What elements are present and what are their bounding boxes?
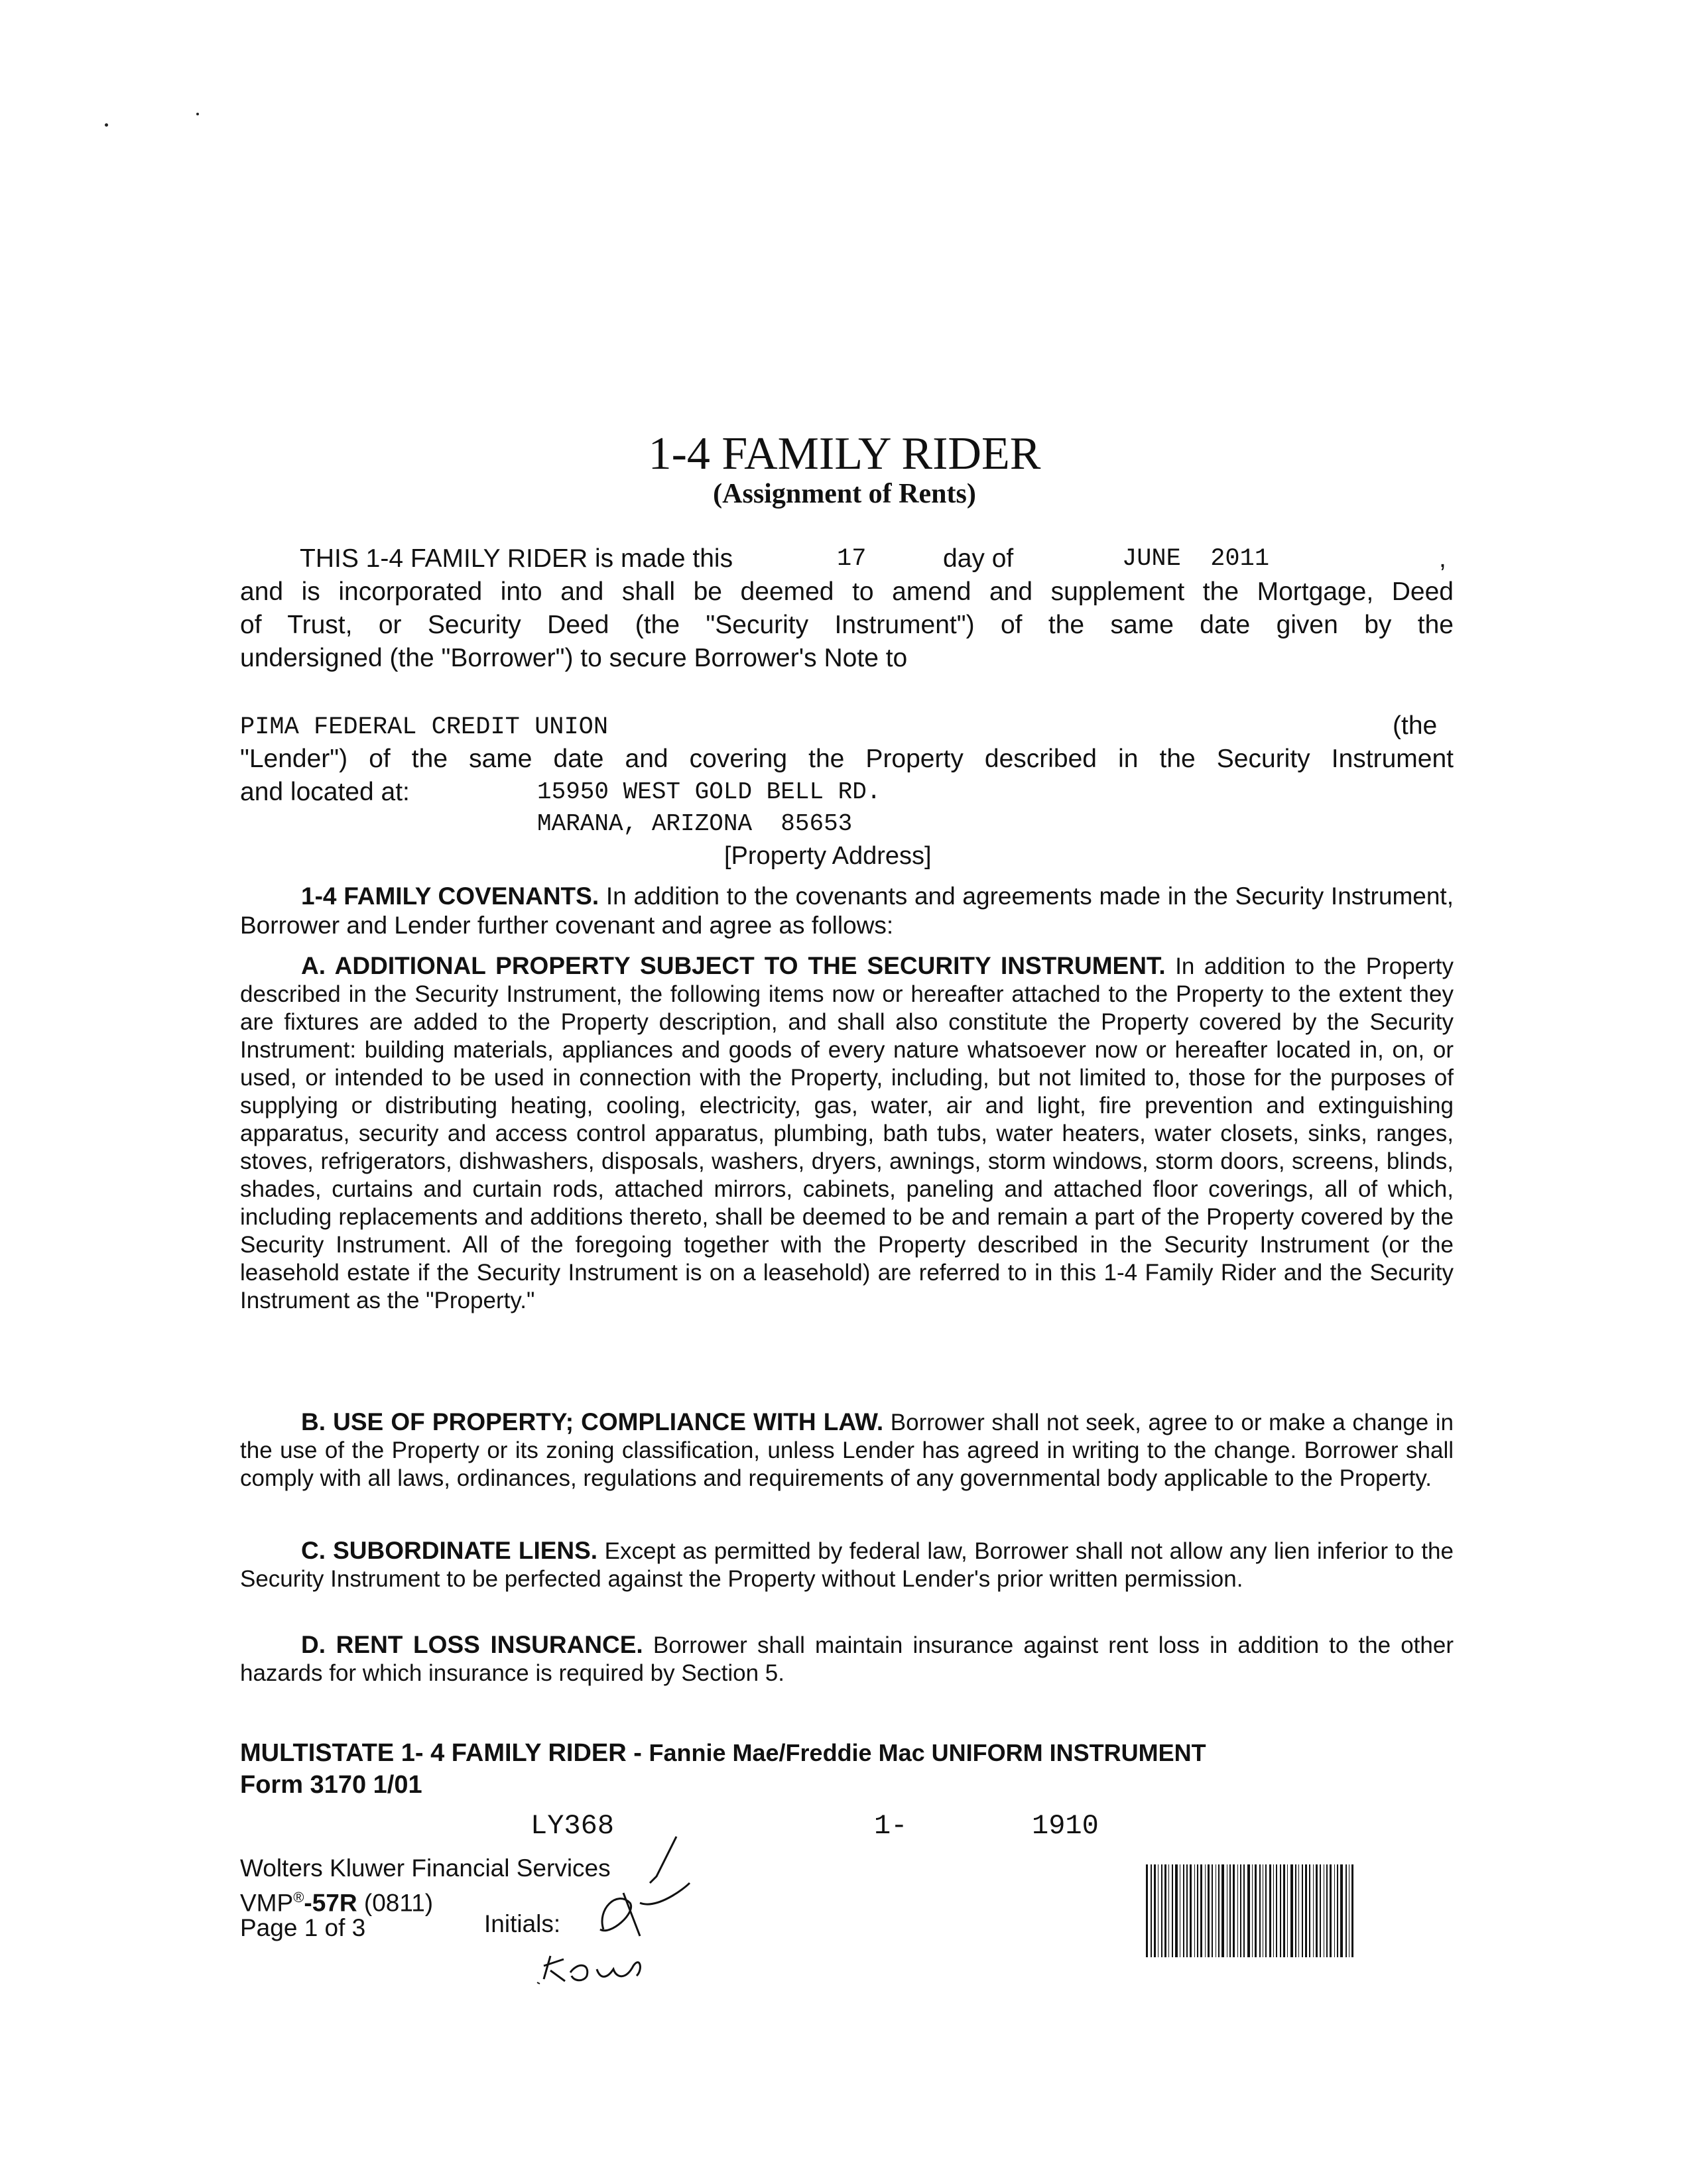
barcode-bar (1175, 1864, 1178, 1957)
barcode-bar (1345, 1864, 1347, 1957)
barcode-bar (1287, 1864, 1288, 1957)
barcode-bar (1161, 1864, 1162, 1957)
section-a-heading: A. ADDITIONAL PROPERTY SUBJECT TO THE SECURITY INSTRUMENT. (301, 952, 1166, 979)
intro-lead: THIS 1-4 FAMILY RIDER is made this (300, 544, 733, 573)
barcode-bar (1205, 1864, 1206, 1957)
intro-day-of: day of (943, 544, 1014, 573)
section-c-heading: C. SUBORDINATE LIENS. (301, 1537, 598, 1564)
barcode-bar (1290, 1864, 1293, 1957)
covenants-paragraph (240, 882, 1454, 940)
doc-code-left: LY368 (531, 1810, 615, 1842)
intro-line-2: and is incorporated into and shall be deemed to amend and supplement the Mortgage, Deed (240, 577, 1454, 606)
doc-code-right: 1910 (1032, 1810, 1099, 1842)
initials-label: Initials: (484, 1910, 561, 1937)
barcode-bar (1233, 1864, 1235, 1957)
barcode-bar (1255, 1864, 1257, 1957)
section-d-paragraph (240, 1631, 1454, 1687)
vmp-line (240, 1883, 433, 1917)
document-subtitle: (Assignment of Rents) (713, 479, 976, 509)
vmp-prefix: VMP (240, 1889, 294, 1917)
scan-speck (196, 113, 199, 115)
handwritten-initials (524, 1830, 723, 1989)
intro-day: 17 (837, 545, 867, 573)
intro-comma: , (1439, 544, 1446, 573)
document-title: 1-4 FAMILY RIDER (648, 428, 1041, 479)
barcode-bar (1283, 1864, 1285, 1957)
section-b-paragraph (240, 1408, 1454, 1492)
section-c-text: Except as permitted by federal law, Borrower shall not allow any lien inferior to the Security Instrument to be perfected against the Property without Lender's prior written permission. (240, 1538, 1454, 1592)
barcode-bar (1229, 1864, 1231, 1957)
barcode-bar (1305, 1864, 1307, 1957)
lender-line-2: "Lender") of the same date and covering the Property described in the Security Instrument (240, 745, 1454, 773)
lender-name: PIMA FEDERAL CREDIT UNION (240, 713, 609, 741)
barcode-bar (1276, 1864, 1277, 1957)
barcode-bar (1183, 1864, 1184, 1957)
intro-month-year: JUNE 2011 (1122, 545, 1270, 573)
barcode-bar (1320, 1864, 1321, 1957)
form-title-rest: Fannie Mae/Freddie Mac UNIFORM INSTRUMENT (649, 1739, 1206, 1766)
publisher: Wolters Kluwer Financial Services (240, 1854, 611, 1882)
barcode-bar (1334, 1864, 1335, 1957)
barcode-bar (1212, 1864, 1213, 1957)
barcode-bar (1237, 1864, 1238, 1957)
barcode-bar (1295, 1864, 1296, 1957)
barcode (1146, 1864, 1451, 1957)
barcode-bar (1309, 1864, 1310, 1957)
section-d-heading: D. RENT LOSS INSURANCE. (301, 1631, 643, 1658)
barcode-bar (1151, 1864, 1152, 1957)
vmp-registered: ® (293, 1889, 304, 1906)
property-address-line-1: 15950 WEST GOLD BELL RD. (537, 778, 881, 806)
section-c-paragraph (240, 1537, 1454, 1593)
barcode-bar (1340, 1864, 1343, 1957)
barcode-bar (1200, 1864, 1202, 1957)
section-a-paragraph (240, 952, 1454, 1315)
barcode-bar (1330, 1864, 1332, 1957)
located-label: and located at: (240, 778, 410, 806)
barcode-bar (1146, 1864, 1148, 1957)
barcode-bar (1168, 1864, 1169, 1957)
form-number: Form 3170 1/01 (240, 1771, 422, 1799)
barcode-bar (1243, 1864, 1245, 1957)
intro-line-4: undersigned (the "Borrower") to secure Borrower's Note to (240, 644, 908, 672)
barcode-bar (1252, 1864, 1253, 1957)
section-b-text: Borrower shall not seek, agree to or make a change in the use of the Property or its zoning classification, unless Lender has agreed in writing to the change. Borrower shall comply with all laws, ordinances, regulations and requirements of any governmental body applicable to the Property. (240, 1410, 1454, 1491)
form-title (240, 1737, 1206, 1769)
covenants-text: In addition to the covenants and agreements made in the Security Instrument, Borrower and Lender further covenant and agree as follows: (240, 882, 1454, 939)
vmp-code: -57R (304, 1889, 357, 1917)
doc-code-mid: 1- (874, 1810, 908, 1842)
barcode-bar (1221, 1864, 1224, 1957)
lender-the: (the (1393, 711, 1438, 740)
section-d-text: Borrower shall maintain insurance against rent loss in addition to the other hazards for which insurance is required by Section 5. (240, 1632, 1454, 1686)
barcode-bar (1208, 1864, 1210, 1957)
property-address-caption: [Property Address] (724, 842, 932, 870)
barcode-bar (1194, 1864, 1195, 1957)
barcode-bar (1190, 1864, 1192, 1957)
page-number: Page 1 of 3 (240, 1914, 366, 1941)
barcode-bar (1164, 1864, 1166, 1957)
barcode-bar (1326, 1864, 1328, 1957)
barcode-bar (1273, 1864, 1274, 1957)
barcode-bar (1259, 1864, 1261, 1957)
barcode-bar (1265, 1864, 1267, 1957)
property-address-line-2: MARANA, ARIZONA 85653 (537, 810, 853, 837)
intro-line-3: of Trust, or Security Deed (the "Security Instrument") of the same date given by the (240, 611, 1454, 639)
vmp-date: (0811) (363, 1889, 434, 1917)
barcode-bar (1316, 1864, 1318, 1957)
covenants-heading: 1-4 FAMILY COVENANTS. (301, 882, 599, 910)
barcode-bar (1351, 1864, 1353, 1957)
barcode-bar (1154, 1864, 1156, 1957)
section-b-heading: B. USE OF PROPERTY; COMPLIANCE WITH LAW. (301, 1408, 884, 1435)
section-a-text: In addition to the Property described in the Security Instrument, the following items now or hereafter attached to the Property to the extent they are fixtures are added to the Property description, and shall also constitute the Property covered by the Security Instrument: building materials, appliances and goods of every nature whatsoever now or hereafter located in, on, or used, or intended to be used in connection with the Property, including, but not limited to, those for the purposes of supplying or distributing heating, cooling, electricity, gas, water, air and light, fire prevention and extinguishing apparatus, security and access control apparatus, plumbing, bath tubs, water heaters, water closets, sinks, ranges, stoves, refrigerators, dishwashers, disposals, washers, dryers, awnings, storm windows, storm doors, screens, blinds, shades, curtains and curtain rods, attached mirrors, cabinets, paneling and attached floor coverings, all of which, including replacements and additions thereto, shall be deemed to be and remain a part of the Property covered by the Security Instrument. All of the foregoing together with the Property described in the Security Instrument (or the leasehold estate if the Security Instrument is on a leasehold) are referred to in this 1-4 Family Rider and the Security Instrument as the "Property." (240, 953, 1454, 1313)
barcode-bar (1280, 1864, 1281, 1957)
barcode-bar (1337, 1864, 1338, 1957)
scan-speck (105, 123, 108, 127)
barcode-bar (1197, 1864, 1198, 1957)
barcode-bar (1298, 1864, 1299, 1957)
intro-line-1 (300, 542, 1454, 576)
barcode-bar (1172, 1864, 1173, 1957)
barcode-bar (1218, 1864, 1220, 1957)
barcode-bar (1302, 1864, 1303, 1957)
barcode-bar (1186, 1864, 1188, 1957)
barcode-bar (1247, 1864, 1250, 1957)
form-title-main: MULTISTATE 1- 4 FAMILY RIDER (240, 1739, 627, 1767)
barcode-bar (1269, 1864, 1271, 1957)
form-title-sep: - (626, 1739, 649, 1767)
barcode-bar (1313, 1864, 1314, 1957)
barcode-bar (1240, 1864, 1241, 1957)
